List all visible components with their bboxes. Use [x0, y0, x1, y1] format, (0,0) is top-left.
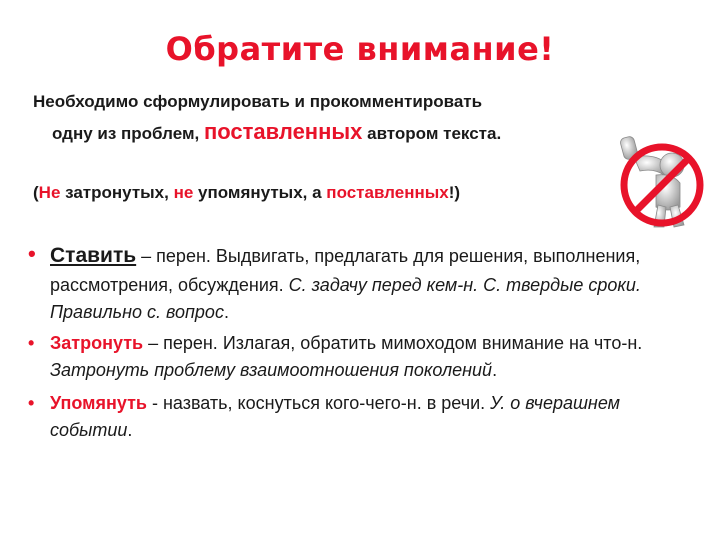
term-stavit: Ставить: [50, 244, 137, 267]
definition-upomyanut: - назвать, коснуться кого-чего-н. в речи.: [146, 392, 491, 413]
example-stavit: С. задачу перед кем-н. С. твердые сроки. Правильно с. вопрос: [50, 274, 641, 322]
list-item-zatronut: [28, 330, 668, 384]
no-entry-stop-person-icon: [604, 135, 704, 230]
term-zatronut: Затронуть: [50, 332, 144, 353]
intro-line-2-end: автором текста.: [362, 124, 502, 144]
paren-ne-1: Не: [38, 183, 61, 202]
bullet-dot: •: [28, 392, 35, 413]
bullet-dot: •: [28, 241, 36, 266]
paren-open: (: [33, 183, 39, 202]
bullet-dot: •: [28, 332, 35, 353]
list-item-upomyanut: [28, 390, 668, 444]
list-item-stavit: [28, 240, 668, 326]
paren-highlight: поставленных: [326, 183, 449, 202]
intro-highlight: поставленных: [203, 119, 363, 145]
example-zatronut: Затронуть проблему взаимоотношения поколений: [50, 359, 493, 380]
paren-word-2: упомянутых, а: [193, 183, 327, 202]
definitions-list: [28, 240, 668, 450]
tail-stavit: .: [223, 301, 229, 322]
parenthetical-note: [33, 183, 653, 203]
intro-line-1: Необходимо сформулировать и прокомментировать: [33, 92, 483, 111]
tail-upomyanut: .: [127, 419, 133, 440]
intro-line-2-start: одну из проблем,: [52, 124, 204, 144]
slide-title: Обратите внимание!: [165, 30, 555, 68]
intro-line-2: [33, 115, 633, 149]
tail-zatronut: .: [492, 359, 498, 380]
intro-text: [33, 89, 633, 149]
example-upomyanut: У. о вчерашнем событии: [50, 392, 620, 440]
paren-close: !): [448, 183, 461, 202]
paren-ne-2: не: [173, 183, 194, 202]
term-upomyanut: Упомянуть: [50, 392, 147, 413]
paren-word-1: затронутых,: [60, 183, 174, 202]
definition-stavit: – перен. Выдвигать, предлагать для решения, выполнения, рассмотрения, обсуждения.: [50, 246, 641, 295]
definition-zatronut: – перен. Излагая, обратить мимоходом внимание на что-н.: [143, 332, 643, 353]
